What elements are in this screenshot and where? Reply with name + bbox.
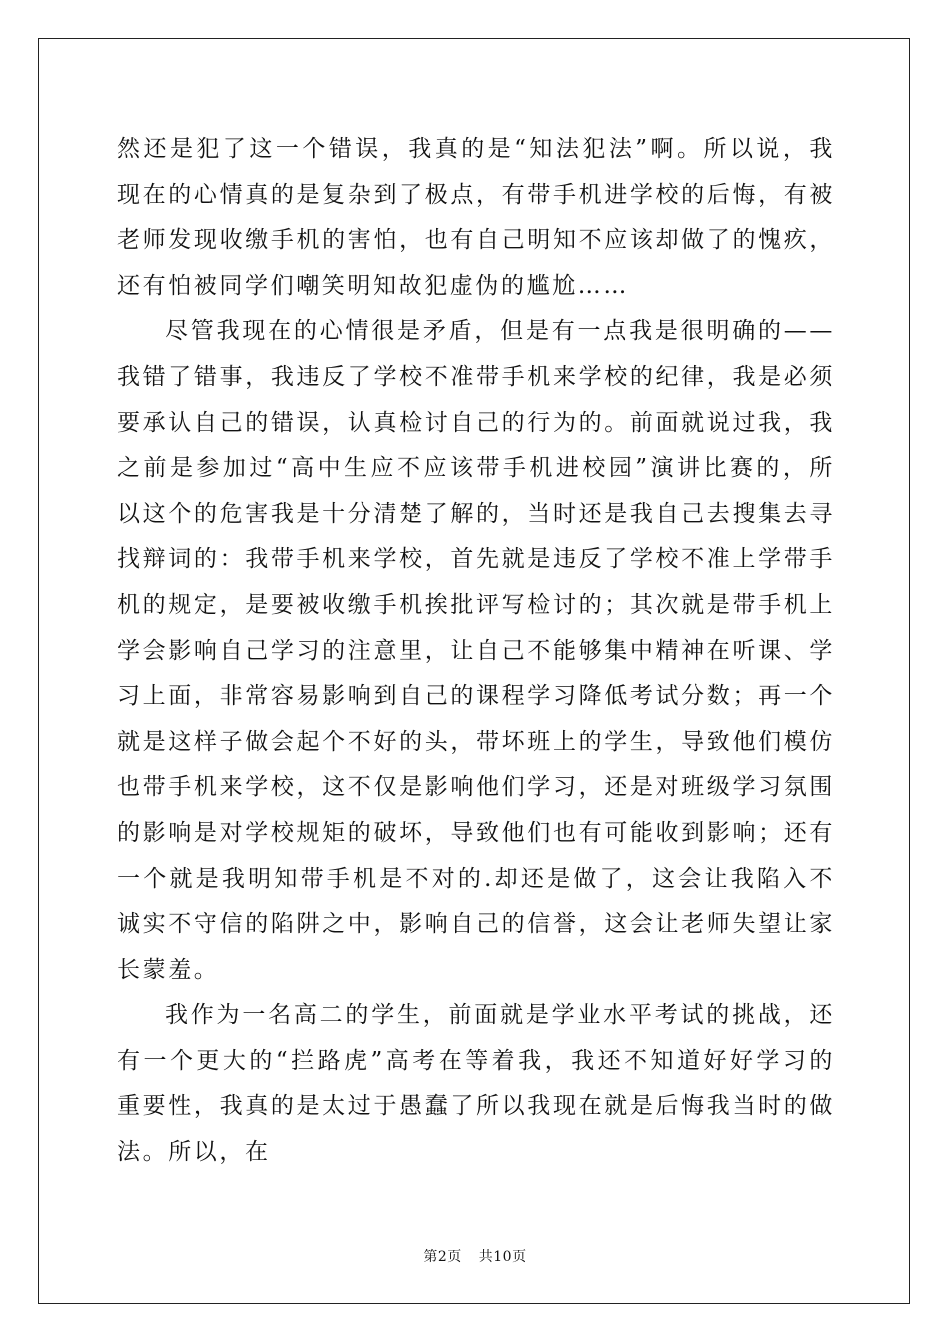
paragraph-2: 尽管我现在的心情很是矛盾，但是有一点我是很明确的——我错了错事，我违反了学校不准带手机来学校的纪律，我是必须要承认自己的错误，认真检讨自己的行为的。前面就说过我，我之前是参加过“高中生应不应该带手机进校园”演讲比赛的，所以这个的危害我是十分清楚了解的，当时还是我自己去搜集去寻找辩词的：我带手机来学校，首先就是违反了学校不准上学带手机的规定，是要被收缴手机挨批评写检讨的；其次就是带手机上学会影响自己学习的注意里，让自己不能够集中精神在听课、学习上面，非常容易影响到自己的课程学习降低考试分数；再一个就是这样子做会起个不好的头，带坏班上的学生，导致他们模仿也带手机来学校，这不仅是影响他们学习，还是对班级学习氛围的影响是对学校规矩的破坏，导致他们也有可能收到影响；还有一个就是我明知带手机是不对的.却还是做了，这会让我陷入不诚实不守信的陷阱之中，影响自己的信誉，这会让老师失望让家长蒙羞。	[117, 318, 835, 983]
document-body	[117, 127, 835, 1176]
paragraph-1: 然还是犯了这一个错误，我真的是“知法犯法”啊。所以说，我现在的心情真的是复杂到了极点，有带手机进学校的后悔，有被老师发现收缴手机的害怕，也有自己明知不应该却做了的愧疚，还有怕被同学们嘲笑明知故犯虚伪的尴尬……	[117, 136, 835, 299]
page-footer	[0, 1246, 950, 1266]
paragraph-3: 我作为一名高二的学生，前面就是学业水平考试的挑战，还有一个更大的“拦路虎”高考在等着我，我还不知道好好学习的重要性，我真的是太过于愚蠢了所以我现在就是后悔我当时的做法。所以，在	[117, 1002, 835, 1166]
page-number-total: 共10页	[478, 1249, 527, 1265]
page-number-current: 第2页	[423, 1249, 462, 1265]
